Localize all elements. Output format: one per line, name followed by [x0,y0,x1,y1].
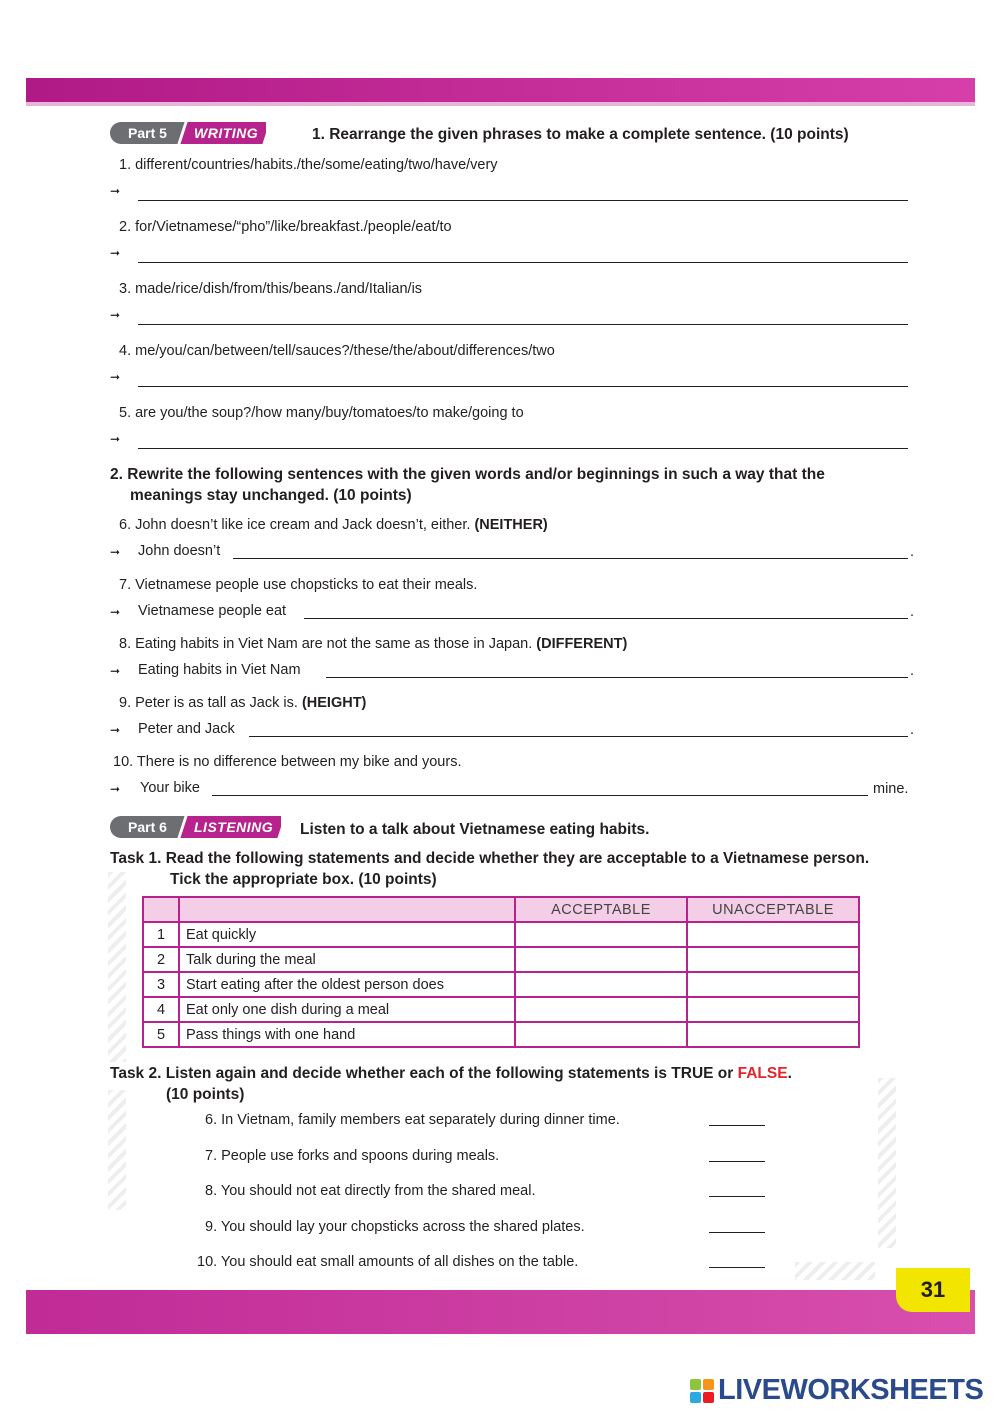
right-stripe-decoration [878,1078,896,1248]
part6-task2-points: (10 points) [166,1086,245,1103]
rewrite-start-7: Vietnamese people eat [138,603,287,619]
part6-task1-line1: Task 1. Read the following statements and decide whether they are acceptable to a Vietnamese person. [110,850,870,867]
tf-answer-blank-6[interactable] [709,1125,765,1126]
keyword: (HEIGHT) [301,695,367,711]
row-statement: Pass things with one hand [179,1022,515,1047]
acceptable-tick-box[interactable] [515,972,687,997]
rewrite-start-8: Eating habits in Viet Nam [138,662,301,678]
listening-label: LISTENING [177,816,281,838]
page-number: 31 [896,1268,970,1312]
rewrite-question-9: 9. Peter is as tall as Jack is. (HEIGHT) [119,695,367,711]
acceptable-tick-box[interactable] [515,922,687,947]
table-header-unacceptable: UNACCEPTABLE [687,897,859,922]
table-header [143,897,179,922]
liveworksheets-brand: LIVEWORKSHEETS [718,1374,984,1406]
row-statement: Eat quickly [179,922,515,947]
rewrite-question-6: 6. John doesn’t like ice cream and Jack doesn’t, either. (NEITHER) [119,517,548,533]
part6-title: Listen to a talk about Vietnamese eating habits. [300,821,650,838]
rewrite-end-9: . [910,722,915,738]
writing-label: WRITING [177,122,266,144]
arrow-icon: ➞ [110,370,121,384]
part5-badge [110,122,266,144]
row-statement: Start eating after the oldest person does [179,972,515,997]
bottom-stripe-decoration [795,1262,875,1280]
rewrite-question-7: 7. Vietnamese people use chopsticks to eat their meals. [119,577,478,593]
tf-statement-10: 10. You should eat small amounts of all dishes on the table. [197,1254,579,1270]
row-statement: Talk during the meal [179,947,515,972]
tf-answer-blank-9[interactable] [709,1232,765,1233]
rewrite-answer-line-9[interactable] [249,736,908,737]
part5-task2-heading-line2: meanings stay unchanged. (10 points) [130,487,412,504]
rewrite-end-6: . [910,544,915,560]
top-bar-shadow [26,102,975,106]
table-row [143,1022,859,1047]
row-number: 3 [143,972,179,997]
liveworksheets-mark-icon [690,1379,714,1403]
rewrite-answer-line-6[interactable] [233,558,908,559]
rearrange-item-4: 4. me/you/can/between/tell/sauces?/these/the/about/differences/two [119,343,555,359]
table-row [143,972,859,997]
arrow-icon: ➞ [110,184,121,198]
arrow-icon: ➞ [110,605,121,619]
part5-label: Part 5 [110,122,189,144]
arrow-icon: ➞ [110,723,121,737]
rewrite-end-10: mine. [873,781,909,797]
keyword: (DIFFERENT) [536,636,628,652]
rewrite-question-8: 8. Eating habits in Viet Nam are not the same as those in Japan. (DIFFERENT) [119,636,628,652]
rearrange-item-2: 2. for/Vietnamese/“pho”/like/breakfast./people/eat/to [119,219,452,235]
unacceptable-tick-box[interactable] [687,1022,859,1047]
acceptable-tick-box[interactable] [515,997,687,1022]
arrow-icon: ➞ [110,782,121,796]
unacceptable-tick-box[interactable] [687,997,859,1022]
part5-task2-heading-line1: 2. Rewrite the following sentences with the given words and/or beginnings in such a way that the [110,466,825,483]
rearrange-item-3: 3. made/rice/dish/from/this/beans./and/Italian/is [119,281,423,297]
unacceptable-tick-box[interactable] [687,947,859,972]
keyword: (NEITHER) [474,517,548,533]
part6-badge [110,816,281,838]
row-number: 2 [143,947,179,972]
arrow-icon: ➞ [110,246,121,260]
part5-task1-heading: 1. Rearrange the given phrases to make a complete sentence. (10 points) [312,126,849,143]
answer-line-4[interactable] [138,386,908,387]
rewrite-start-9: Peter and Jack [138,721,235,737]
part6-label: Part 6 [110,816,189,838]
rewrite-end-7: . [910,604,915,620]
table-header-acceptable: ACCEPTABLE [515,897,687,922]
row-number: 1 [143,922,179,947]
tf-statement-9: 9. You should lay your chopsticks across the shared plates. [205,1219,585,1235]
part6-task2-heading: Task 2. Listen again and decide whether each of the following statements is TRUE or FALSE. [110,1065,792,1082]
rewrite-question-10: 10. There is no difference between my bike and yours. [113,754,462,770]
rewrite-start-6: John doesn’t [138,543,221,559]
rearrange-item-1: 1. different/countries/habits./the/some/eating/two/have/very [119,157,498,173]
acceptable-tick-box[interactable] [515,947,687,972]
tf-answer-blank-8[interactable] [709,1196,765,1197]
left-stripe-decoration-2 [108,1090,126,1210]
arrow-icon: ➞ [110,664,121,678]
arrow-icon: ➞ [110,545,121,559]
rewrite-answer-line-8[interactable] [326,677,908,678]
rewrite-start-10: Your bike [140,780,200,796]
rewrite-answer-line-10[interactable] [212,795,868,796]
answer-line-2[interactable] [138,262,908,263]
acceptable-table [142,896,860,1048]
liveworksheets-logo [690,1374,983,1407]
tf-answer-blank-7[interactable] [709,1161,765,1162]
row-number: 4 [143,997,179,1022]
top-magenta-bar [26,78,975,102]
table-row [143,947,859,972]
arrow-icon: ➞ [110,308,121,322]
tf-answer-blank-10[interactable] [709,1267,765,1268]
answer-line-1[interactable] [138,200,908,201]
unacceptable-tick-box[interactable] [687,922,859,947]
bottom-magenta-bar [26,1290,975,1334]
rewrite-end-8: . [910,663,915,679]
unacceptable-tick-box[interactable] [687,972,859,997]
rewrite-answer-line-7[interactable] [304,618,908,619]
tf-statement-6: 6. In Vietnam, family members eat separately during dinner time. [205,1112,620,1128]
table-row [143,997,859,1022]
acceptable-tick-box[interactable] [515,1022,687,1047]
answer-line-3[interactable] [138,324,908,325]
tf-statement-8: 8. You should not eat directly from the shared meal. [205,1183,536,1199]
row-number: 5 [143,1022,179,1047]
arrow-icon: ➞ [110,432,121,446]
table-row [143,922,859,947]
table-header [179,897,515,922]
row-statement: Eat only one dish during a meal [179,997,515,1022]
rearrange-item-5: 5. are you/the soup?/how many/buy/tomatoes/to make/going to [119,405,524,421]
true-label: TRUE [671,1065,714,1082]
left-stripe-decoration [108,872,126,1062]
tf-statement-7: 7. People use forks and spoons during meals. [205,1148,500,1164]
table-header-row [143,897,859,922]
part6-task1-line2: Tick the appropriate box. (10 points) [170,871,437,888]
false-label: FALSE [737,1065,788,1082]
answer-line-5[interactable] [138,448,908,449]
